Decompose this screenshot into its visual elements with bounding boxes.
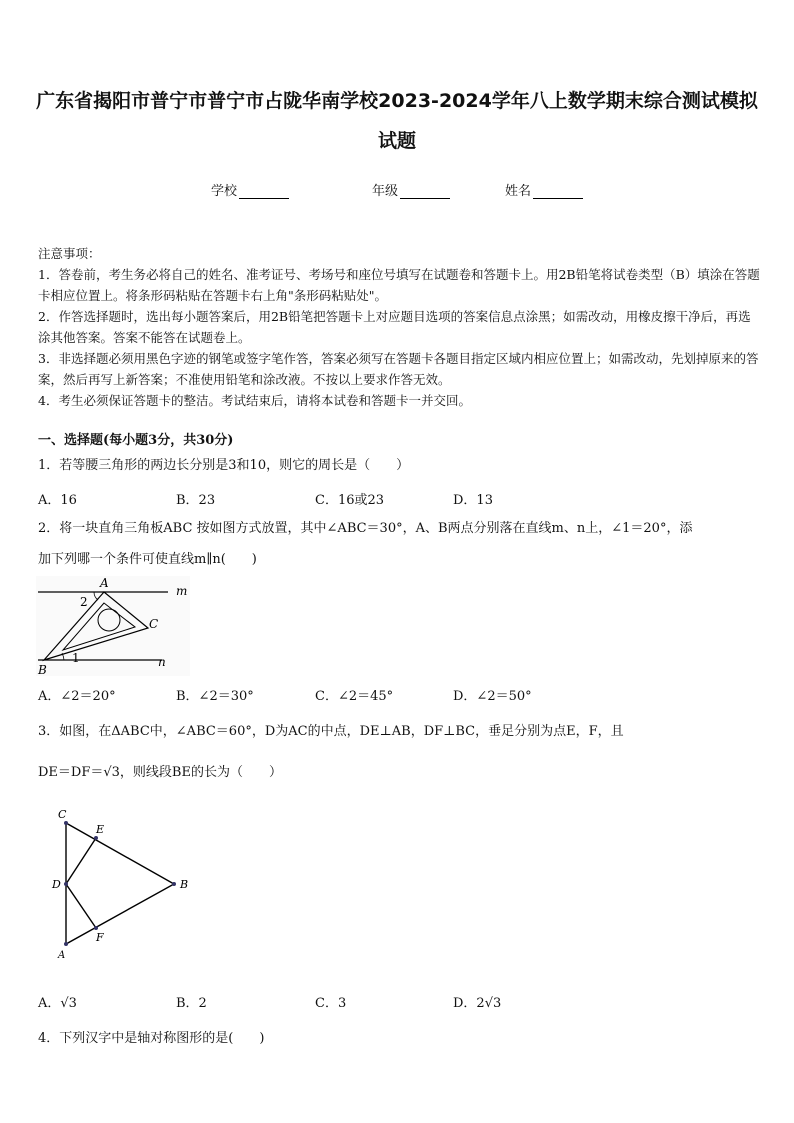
label-f: F: [96, 931, 104, 944]
label-b: B: [180, 878, 189, 891]
name-label: 姓名: [505, 184, 532, 199]
note-item: 2．作答选择题时，选出每小题答案后，用2B铅笔把答题卡上对应题目选项的答案信息点涂黑；如需改动，用橡皮擦干净后，再选涂其他答案。答案不能答在试题卷上。: [38, 309, 751, 345]
school-label: 学校: [211, 184, 238, 199]
q3-figure: [50, 806, 200, 962]
exam-notes: [38, 243, 760, 411]
q2-option-a[interactable]: A．∠2＝20°: [38, 689, 116, 704]
label-angle-2: 2: [80, 595, 88, 609]
notes-heading: 注意事项：: [38, 246, 101, 261]
q2-option-d[interactable]: D．∠2＝50°: [453, 689, 532, 704]
school-field[interactable]: [211, 180, 289, 199]
grade-label: 年级: [372, 184, 399, 199]
document-title-continued: 试题: [377, 130, 416, 152]
label-a: A: [100, 576, 109, 590]
q3-option-a[interactable]: A．√3: [38, 996, 77, 1011]
q2-option-b[interactable]: B．∠2＝30°: [176, 689, 254, 704]
q3-option-b[interactable]: B．2: [176, 996, 207, 1011]
q3-option-d[interactable]: D．2√3: [453, 996, 502, 1011]
triangle-abc: [66, 823, 174, 944]
label-n: n: [158, 655, 166, 669]
q2-option-c[interactable]: C．∠2＝45°: [315, 689, 394, 704]
q4-stem: 4．下列汉字中是轴对称图形的是( ): [38, 1031, 265, 1046]
label-a: A: [58, 950, 66, 961]
grade-field[interactable]: [372, 180, 450, 199]
q2-figure: [36, 576, 190, 676]
q1-option-c[interactable]: C．16或23: [315, 493, 385, 508]
q1-option-d[interactable]: D．13: [453, 493, 493, 508]
q1-option-b[interactable]: B．23: [176, 493, 216, 508]
q3-stem-continued: DE＝DF＝√3，则线段BE的长为（ ）: [38, 765, 282, 780]
label-angle-1: 1: [72, 651, 80, 665]
q3-option-c[interactable]: C．3: [315, 996, 347, 1011]
note-item: 1．答卷前，考生务必将自己的姓名、准考证号、考场号和座位号填写在试题卷和答题卡上。用2B铅笔将试卷类型（B）填涂在答题卡相应位置上。将条形码粘贴在答题卡右上角"条形码粘贴处"。: [38, 267, 760, 303]
name-field[interactable]: [505, 180, 583, 199]
q3-stem: 3．如图，在ΔABC中，∠ABC＝60°，D为AC的中点，DE⊥AB，DF⊥BC，垂足分别为点E，F，且: [38, 724, 624, 739]
segment-df: [66, 884, 96, 928]
segment-de: [66, 838, 96, 884]
label-c: C: [149, 617, 159, 631]
school-blank[interactable]: [239, 185, 289, 199]
document-title: 广东省揭阳市普宁市普宁市占陇华南学校2023-2024学年八上数学期末综合测试模拟: [36, 90, 758, 112]
grade-blank[interactable]: [400, 185, 450, 199]
q1-option-a[interactable]: A．16: [38, 493, 77, 508]
label-d: D: [52, 878, 61, 891]
q1-stem: 1．若等腰三角形的两边长分别是3和10，则它的周长是（ ）: [38, 458, 410, 473]
note-item: 4．考生必须保证答题卡的整洁。考试结束后，请将本试卷和答题卡一并交回。: [38, 393, 471, 408]
label-m: m: [176, 584, 188, 598]
label-c: C: [58, 808, 67, 821]
q2-stem-continued: 加下列哪一个条件可使直线m∥n( ): [38, 552, 257, 567]
section-heading: 一、选择题(每小题3分，共30分): [38, 433, 234, 448]
name-blank[interactable]: [533, 185, 583, 199]
note-item: 3．非选择题必须用黑色字迹的钢笔或签字笔作答，答案必须写在答题卡各题目指定区域内相应位置上；如需改动，先划掉原来的答案，然后再写上新答案；不准使用铅笔和涂改液。不按以上要求作答无效。: [38, 351, 759, 387]
q2-stem: 2．将一块直角三角板ABC 按如图方式放置，其中∠ABC＝30°，A、B两点分别落在直线m、n上，∠1＝20°，添: [38, 521, 693, 536]
label-e: E: [96, 823, 105, 836]
label-b: B: [38, 663, 47, 676]
